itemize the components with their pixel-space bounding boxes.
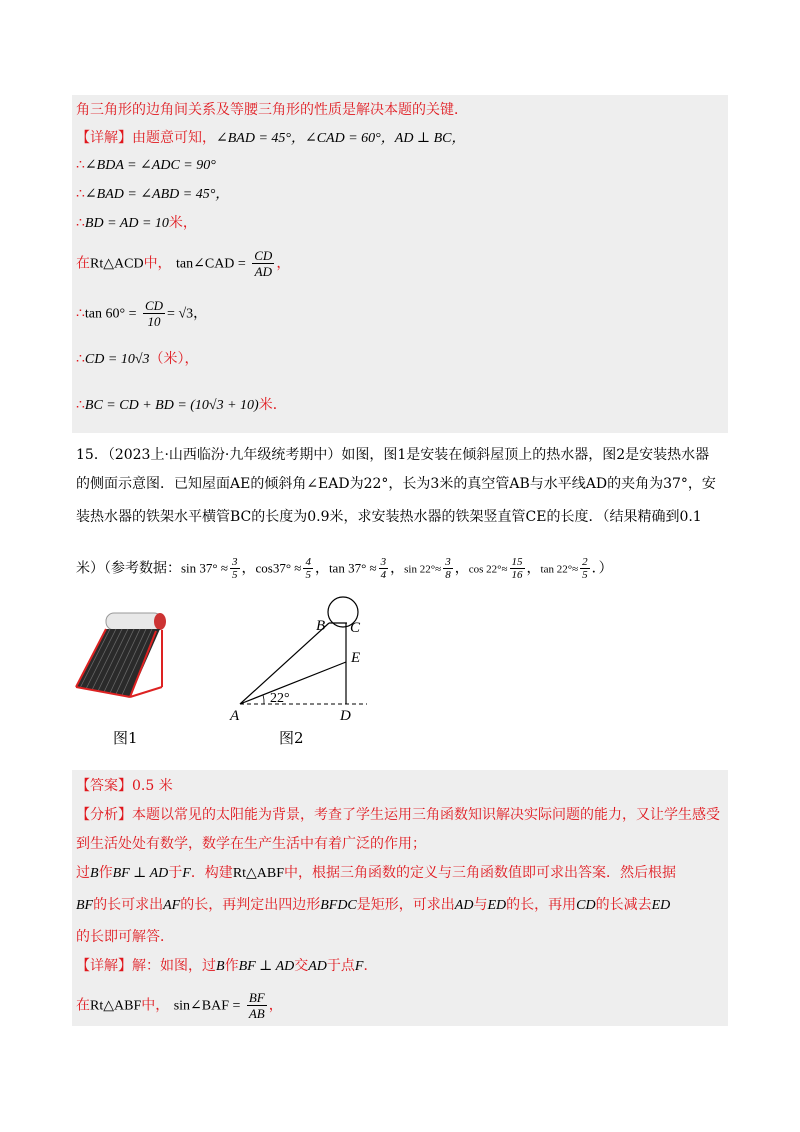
tan60-lhs: tan 60° =	[84, 306, 137, 322]
zai-text: 在	[76, 255, 90, 272]
label-c: C	[350, 620, 361, 636]
triangle-abf: Rt△ABF	[90, 998, 142, 1014]
unit-mi-paren: （米），	[149, 351, 199, 367]
step-line-7	[76, 298, 207, 329]
step-line-8	[76, 349, 199, 370]
step-5-math: BD = AD = 10	[84, 216, 169, 231]
figure-1-water-heater	[70, 605, 170, 705]
detail-line	[76, 128, 465, 149]
detail-line-3: 在Rt△ABF中， sin∠BAF = $\frac{BF}{AB}$ ，	[76, 990, 283, 1021]
label-b: B	[316, 618, 326, 634]
frac-cos22: $\frac{15}{16}$	[511, 556, 523, 581]
angle-label: 22°	[270, 691, 290, 706]
problem-line-1: 15．（2023上·山西临汾·九年级统考期中）如图，图1是安装在倾斜屋顶上的热水器，图2是安装热水器	[76, 447, 710, 463]
figure-2-diagram	[222, 590, 372, 730]
zhong-text: 中，	[143, 255, 172, 272]
analysis-line-4: BF的长可求出AF的长，再判定出四边形BFDC是矩形，可求出AD与ED的长，再用CD的长减去ED	[76, 897, 671, 913]
sin-baf-lhs: sin∠BAF =	[173, 998, 241, 1014]
step-line-9	[76, 395, 287, 416]
unit-mi: 米，	[168, 215, 197, 231]
answer-value: 0.5 米	[132, 778, 173, 794]
therefore-symbol: ∴	[76, 305, 85, 322]
frac-sin37: $\frac{3}{5}$	[232, 556, 238, 581]
step-line-3	[76, 155, 216, 176]
given-conditions: ∠BAD = 45°，∠CAD = 60°，AD ⊥ BC，	[216, 131, 466, 146]
label-d: D	[340, 708, 351, 724]
step-line-5	[76, 213, 197, 234]
analysis-line-3: 过B作BF ⊥ AD于F．构建Rt△ABF中，根据三角函数的定义与三角函数值即可求出答案．然后根据	[76, 865, 677, 881]
angle-arc	[263, 695, 264, 704]
fraction-cd-10: $\frac{CD}{10}$	[144, 298, 164, 329]
therefore-symbol: ∴	[76, 157, 85, 173]
bc-value: BC = CD + BD = (10√3 + 10)	[84, 398, 259, 413]
reference-data-label: 米）（参考数据：	[76, 560, 181, 577]
tan-cad-lhs: tan∠CAD =	[176, 256, 246, 272]
fraction-bf-ab: $\frac{BF}{AB}$	[248, 990, 265, 1021]
detail-label-2: 【详解】	[76, 958, 132, 974]
step-line-4	[76, 184, 229, 205]
therefore-symbol: ∴	[76, 186, 85, 202]
frac-tan22: $\frac{2}{5}$	[582, 556, 588, 581]
solution-block-2	[72, 770, 728, 1026]
answer-line	[76, 776, 173, 796]
step-4-math: ∠BAD = ∠ABD = 45°，	[84, 187, 230, 202]
detail-label: 【详解】	[76, 130, 132, 146]
fraction-cd-ad: $\frac{CD}{AD}$	[254, 248, 273, 279]
unit-mi-end: 米．	[258, 397, 287, 413]
solution-block-1	[72, 95, 728, 433]
problem-line-3: 装热水器的铁架水平横管BC的长度为0.9米，求安装热水器的铁架竖直管CE的长度．（结果精确到0.1	[76, 509, 702, 525]
step-line-6: 在Rt△ACD中， tan∠CAD = $\frac{CD}{AD}$ ，	[76, 248, 291, 279]
cd-value: CD = 10√3	[84, 352, 150, 367]
heater-tank	[106, 613, 162, 630]
detail-line-2: 【详解】解：如图，过B作BF ⊥ AD交AD于点F．	[76, 958, 378, 974]
analysis-label: 【分析】	[76, 807, 132, 823]
problem-line-4: 米）（参考数据：sin 37° ≈ $\frac{3}{5}$ ，cos37° ≈ $\frac{4}{5}$ ，tan 37° ≈ $\frac{3}{4}$ ，sin 22°≈ $\frac{3}{8}$ ，cos 22°≈ $\frac{15}{16}$ ，tan 22°≈ $\frac{2}{5}$ ．）	[76, 556, 613, 581]
label-e: E	[351, 650, 361, 666]
step-3-math: ∠BDA = ∠ADC = 90°	[84, 158, 216, 173]
answer-label: 【答案】	[76, 778, 132, 794]
therefore-symbol: ∴	[76, 351, 85, 367]
segment-ae	[240, 662, 346, 704]
figure-2-caption: 图2	[279, 729, 304, 747]
label-a: A	[230, 708, 240, 724]
frac-cos37: $\frac{4}{5}$	[305, 556, 311, 581]
solution-line-1: 角三角形的边角间关系及等腰三角形的性质是解决本题的关键．	[76, 102, 468, 118]
sqrt3-rhs: = √3，	[167, 306, 208, 322]
therefore-symbol: ∴	[76, 397, 85, 413]
triangle-acd: Rt△ACD	[90, 256, 144, 272]
frac-tan37: $\frac{3}{4}$	[380, 556, 387, 581]
figure-1-caption: 图1	[113, 729, 138, 747]
analysis-line-1: 【分析】本题以常见的太阳能为背景，考查了学生运用三角函数知识解决实际问题的能力，又让学生感受	[76, 807, 720, 823]
analysis-line-2: 到生活处处有数学，数学在生产生活中有着广泛的作用；	[76, 836, 426, 852]
problem-line-2: 的侧面示意图．已知屋面AE的倾斜角∠EAD为22°，长为3米的真空管AB与水平线AD的夹角为37°，安	[76, 476, 716, 492]
frac-sin22: $\frac{3}{8}$	[445, 556, 451, 581]
tank-cap	[154, 613, 166, 630]
detail-text: 由题意可知，	[132, 130, 216, 146]
analysis-line-5: 的长即可解答．	[76, 929, 174, 945]
therefore-symbol: ∴	[76, 215, 85, 231]
